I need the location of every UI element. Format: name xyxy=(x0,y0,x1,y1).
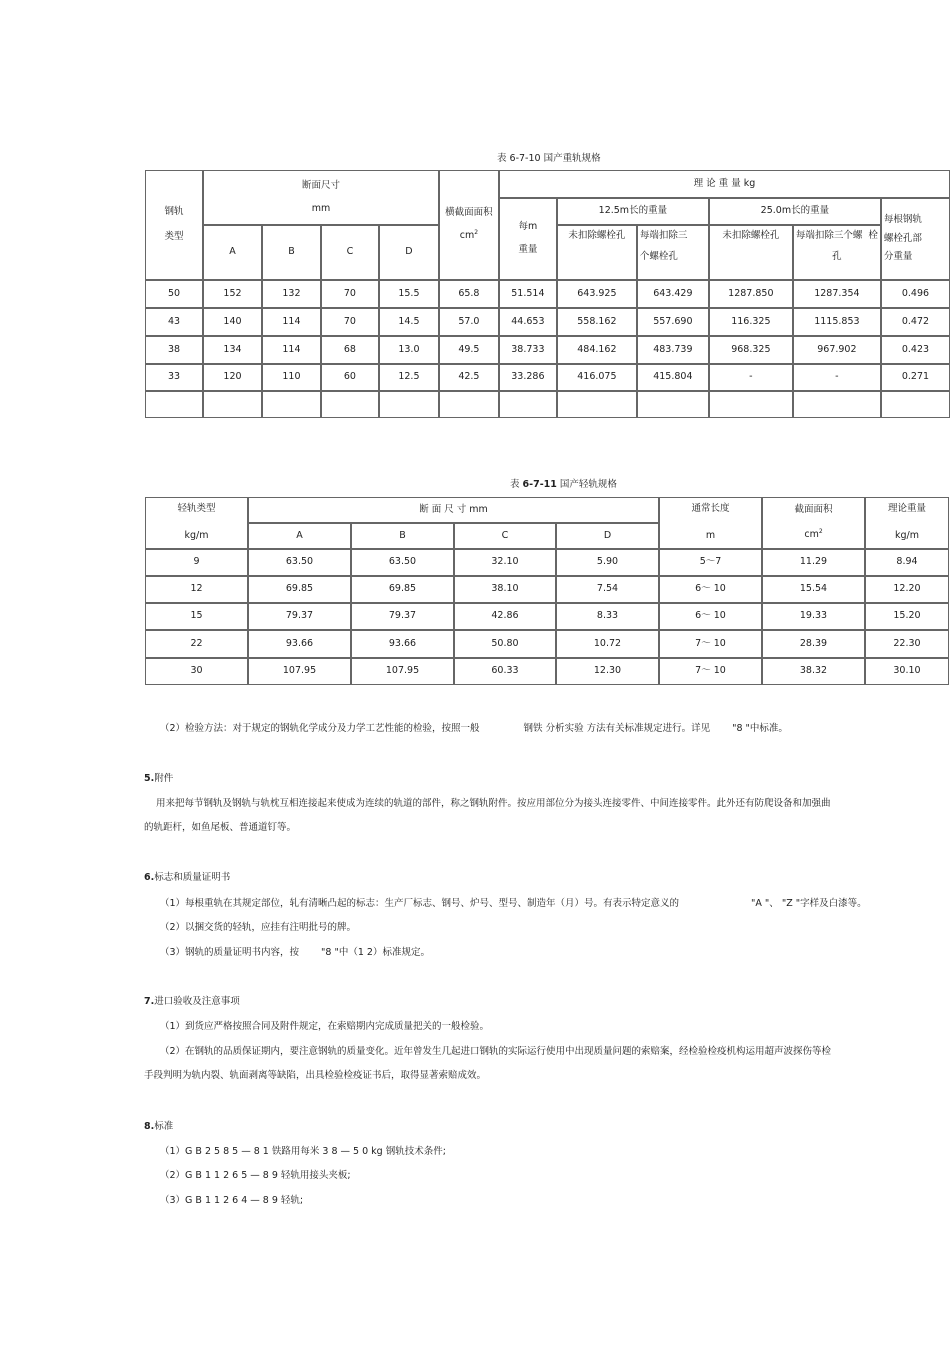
col-a: A xyxy=(248,523,351,549)
table-cell: 57.0 xyxy=(439,308,499,336)
inspect-method-paragraph: （2）检验方法：对于规定的钢轨化学成分及力学工艺性能的检验，按照一般 钢铁 分析实验 方法有关标准规定进行。详见 "8 "中标准。 xyxy=(160,723,788,734)
section-5-heading: 5.附件 xyxy=(144,773,174,784)
table-row xyxy=(145,630,949,658)
table-cell xyxy=(557,391,637,418)
header-no-deduct: 未扣除螺栓孔 xyxy=(557,225,637,280)
header-normal-length: 通常长度 m xyxy=(659,497,762,549)
table-cell: 6～ 10 xyxy=(659,603,762,630)
table-cell: 120 xyxy=(203,364,262,391)
table-cell: 0.423 xyxy=(881,336,950,364)
table-cell: 484.162 xyxy=(557,336,637,364)
table-cell: 7～ 10 xyxy=(659,630,762,658)
table-cell: 30 xyxy=(145,658,248,685)
table-cell: 1115.853 xyxy=(793,308,881,336)
table-cell: 10.72 xyxy=(556,630,659,658)
section-8-heading: 8.标准 xyxy=(144,1121,174,1132)
section-7-item-2-cont: 手段判明为轨内裂、轨面剥离等缺陷，出具检验检疫证书后，取得显著索赔成效。 xyxy=(144,1070,487,1081)
table-cell: 8.94 xyxy=(865,549,949,576)
table-cell xyxy=(881,391,950,418)
header-bolt-hole-weight: 每根钢轨 螺栓孔部 分重量 xyxy=(881,198,950,280)
table-cell: 114 xyxy=(262,308,321,336)
table-cell: 38 xyxy=(145,336,203,364)
col-d: D xyxy=(379,225,439,280)
table-cell: 28.39 xyxy=(762,630,865,658)
table-cell: 7～ 10 xyxy=(659,658,762,685)
table-cell: 44.653 xyxy=(499,308,557,336)
header-deduct-three: 每端扣除三 个螺栓孔 xyxy=(637,225,709,280)
section-6-item-3: （3）钢轨的质量证明书内容，按 "8 "中（1 2）标准规定。 xyxy=(160,947,430,958)
section-7-item-1: （1）到货应严格按照合同及附件规定，在索赔期内完成质量把关的一般检验。 xyxy=(160,1021,490,1032)
table-cell: 968.325 xyxy=(709,336,793,364)
table-cell: 33.286 xyxy=(499,364,557,391)
table-cell: 140 xyxy=(203,308,262,336)
table-cell: 63.50 xyxy=(248,549,351,576)
table-cell: 65.8 xyxy=(439,280,499,308)
heavy-rail-table xyxy=(145,170,950,418)
table-cell: 42.5 xyxy=(439,364,499,391)
table-cell: 33 xyxy=(145,364,203,391)
table-cell: 557.690 xyxy=(637,308,709,336)
header-12-5m-weight: 12.5m长的重量 xyxy=(557,198,709,225)
table-cell: 79.37 xyxy=(248,603,351,630)
header-theoretical-weight: 理 论 重 量 kg xyxy=(499,170,950,198)
table-row xyxy=(145,576,949,603)
table-cell: 114 xyxy=(262,336,321,364)
light-rail-table xyxy=(145,497,949,685)
table-cell: 70 xyxy=(321,308,379,336)
header-section-area: 截面面积 $cm^2$ xyxy=(762,497,865,549)
header-section-size: 断面尺寸 mm xyxy=(203,170,439,225)
header-deduct-three-25: 每端扣除三个螺 栓 孔 xyxy=(793,225,881,280)
standard-item-3: （3）G B 1 1 2 6 4 — 8 9 轻轨; xyxy=(160,1195,304,1206)
table-cell: 43 xyxy=(145,308,203,336)
table-cell: 12 xyxy=(145,576,248,603)
table-cell: 0.496 xyxy=(881,280,950,308)
col-b: B xyxy=(351,523,454,549)
table-cell: 643.429 xyxy=(637,280,709,308)
section-5-paragraph-2: 的轨距杆，如鱼尾板、普通道钉等。 xyxy=(144,822,297,833)
table-cell: 0.271 xyxy=(881,364,950,391)
table-cell: 116.325 xyxy=(709,308,793,336)
table-cell xyxy=(203,391,262,418)
table-cell: 483.739 xyxy=(637,336,709,364)
table-row xyxy=(145,308,950,336)
table-cell: 51.514 xyxy=(499,280,557,308)
table-cell: 107.95 xyxy=(351,658,454,685)
table-cell: 93.66 xyxy=(351,630,454,658)
table-cell: 558.162 xyxy=(557,308,637,336)
table-cell: 22 xyxy=(145,630,248,658)
table-cell: 15.54 xyxy=(762,576,865,603)
table-cell: 38.32 xyxy=(762,658,865,685)
table-cell: 1287.354 xyxy=(793,280,881,308)
table-cell: 69.85 xyxy=(351,576,454,603)
table-cell xyxy=(709,391,793,418)
header-section-size-mm: 断 面 尺 寸 mm xyxy=(248,497,659,523)
table-cell: 7.54 xyxy=(556,576,659,603)
table-cell: 9 xyxy=(145,549,248,576)
table-cell: 38.10 xyxy=(454,576,556,603)
table-row xyxy=(145,336,950,364)
table-row xyxy=(145,364,950,391)
table-cell xyxy=(379,391,439,418)
table-cell: 60 xyxy=(321,364,379,391)
table-cell xyxy=(262,391,321,418)
header-per-m-weight: 每m 重量 xyxy=(499,198,557,280)
table-cell xyxy=(439,391,499,418)
table-row xyxy=(145,280,950,308)
table-cell: 49.5 xyxy=(439,336,499,364)
table-cell: 416.075 xyxy=(557,364,637,391)
table-cell: 15.5 xyxy=(379,280,439,308)
header-no-deduct-25: 未扣除螺栓孔 xyxy=(709,225,793,280)
table-cell: - xyxy=(709,364,793,391)
table-cell: 60.33 xyxy=(454,658,556,685)
table-cell: 152 xyxy=(203,280,262,308)
table-cell xyxy=(637,391,709,418)
section-7-heading: 7.进口验收及注意事项 xyxy=(144,996,240,1007)
table-row xyxy=(145,603,949,630)
table-cell: 967.902 xyxy=(793,336,881,364)
header-theory-weight: 理论重量 kg/m xyxy=(865,497,949,549)
header-rail-type: 钢轨 类型 xyxy=(145,170,203,280)
table-cell: 415.804 xyxy=(637,364,709,391)
table-row xyxy=(145,658,949,685)
table-cell xyxy=(793,391,881,418)
table-cell: 0.472 xyxy=(881,308,950,336)
table-cell: 132 xyxy=(262,280,321,308)
table-row-empty xyxy=(145,391,950,418)
table-row xyxy=(145,549,949,576)
section-7-item-2: （2）在钢轨的品质保证期内，要注意钢轨的质量变化。近年曾发生几起进口钢轨的实际运行使用中出现质量问题的索赔案，经检验检疫机构运用超声波探伤等检 xyxy=(160,1046,832,1057)
table-cell: - xyxy=(793,364,881,391)
standard-item-2: （2）G B 1 1 2 6 5 — 8 9 轻轨用接头夹板; xyxy=(160,1170,351,1181)
table-cell: 14.5 xyxy=(379,308,439,336)
header-light-rail-type: 轻轨类型 kg/m xyxy=(145,497,248,549)
col-d: D xyxy=(556,523,659,549)
table-cell: 134 xyxy=(203,336,262,364)
table-cell: 110 xyxy=(262,364,321,391)
table-cell: 42.86 xyxy=(454,603,556,630)
table-cell: 107.95 xyxy=(248,658,351,685)
col-a: A xyxy=(203,225,262,280)
table-cell: 69.85 xyxy=(248,576,351,603)
table-cell: 22.30 xyxy=(865,630,949,658)
table-cell: 1287.850 xyxy=(709,280,793,308)
table2-caption: 表 6-7-11 国产轻轨规格 xyxy=(510,479,617,490)
table-cell: 12.5 xyxy=(379,364,439,391)
table-cell: 38.733 xyxy=(499,336,557,364)
col-b: B xyxy=(262,225,321,280)
table-cell: 6～ 10 xyxy=(659,576,762,603)
section-6-heading: 6.标志和质量证明书 xyxy=(144,872,231,883)
table-cell: 5～7 xyxy=(659,549,762,576)
table-cell: 30.10 xyxy=(865,658,949,685)
table-cell xyxy=(145,391,203,418)
table1-caption: 表 6-7-10 国产重轨规格 xyxy=(497,153,601,164)
section-5-paragraph-1: 用来把每节钢轨及钢轨与轨枕互相连接起来使成为连续的轨道的部件，称之钢轨附件。按应用部位分为接头连接零件、中间连接零件。此外还有防爬设备和加强曲 xyxy=(156,798,831,809)
table-cell: 15 xyxy=(145,603,248,630)
table-cell: 50.80 xyxy=(454,630,556,658)
table-cell: 15.20 xyxy=(865,603,949,630)
header-25m-weight: 25.0m长的重量 xyxy=(709,198,881,225)
table-cell: 19.33 xyxy=(762,603,865,630)
table-cell: 68 xyxy=(321,336,379,364)
table-cell: 8.33 xyxy=(556,603,659,630)
table-cell: 13.0 xyxy=(379,336,439,364)
header-cross-area: 横截面面积 $cm^2$ xyxy=(439,170,499,280)
table-cell: 32.10 xyxy=(454,549,556,576)
section-6-item-1: （1）每根重轨在其规定部位，轧有清晰凸起的标志：生产厂标志、钢号、炉号、型号、制造年（月）号。有表示特定意义的 "A "、 "Z "字样及白漆等。 xyxy=(160,898,867,909)
table-cell: 5.90 xyxy=(556,549,659,576)
table-cell: 63.50 xyxy=(351,549,454,576)
table-cell: 50 xyxy=(145,280,203,308)
table-cell: 643.925 xyxy=(557,280,637,308)
table-cell xyxy=(499,391,557,418)
table-cell xyxy=(321,391,379,418)
section-6-item-2: （2）以捆交货的轻轨，应挂有注明批号的牌。 xyxy=(160,922,357,933)
table-cell: 79.37 xyxy=(351,603,454,630)
col-c: C xyxy=(321,225,379,280)
col-c: C xyxy=(454,523,556,549)
table-cell: 93.66 xyxy=(248,630,351,658)
table-cell: 11.29 xyxy=(762,549,865,576)
table-cell: 12.20 xyxy=(865,576,949,603)
standard-item-1: （1）G B 2 5 8 5 — 8 1 铁路用每米 3 8 — 5 0 kg 钢轨技术条件; xyxy=(160,1146,446,1157)
table-cell: 70 xyxy=(321,280,379,308)
table-cell: 12.30 xyxy=(556,658,659,685)
